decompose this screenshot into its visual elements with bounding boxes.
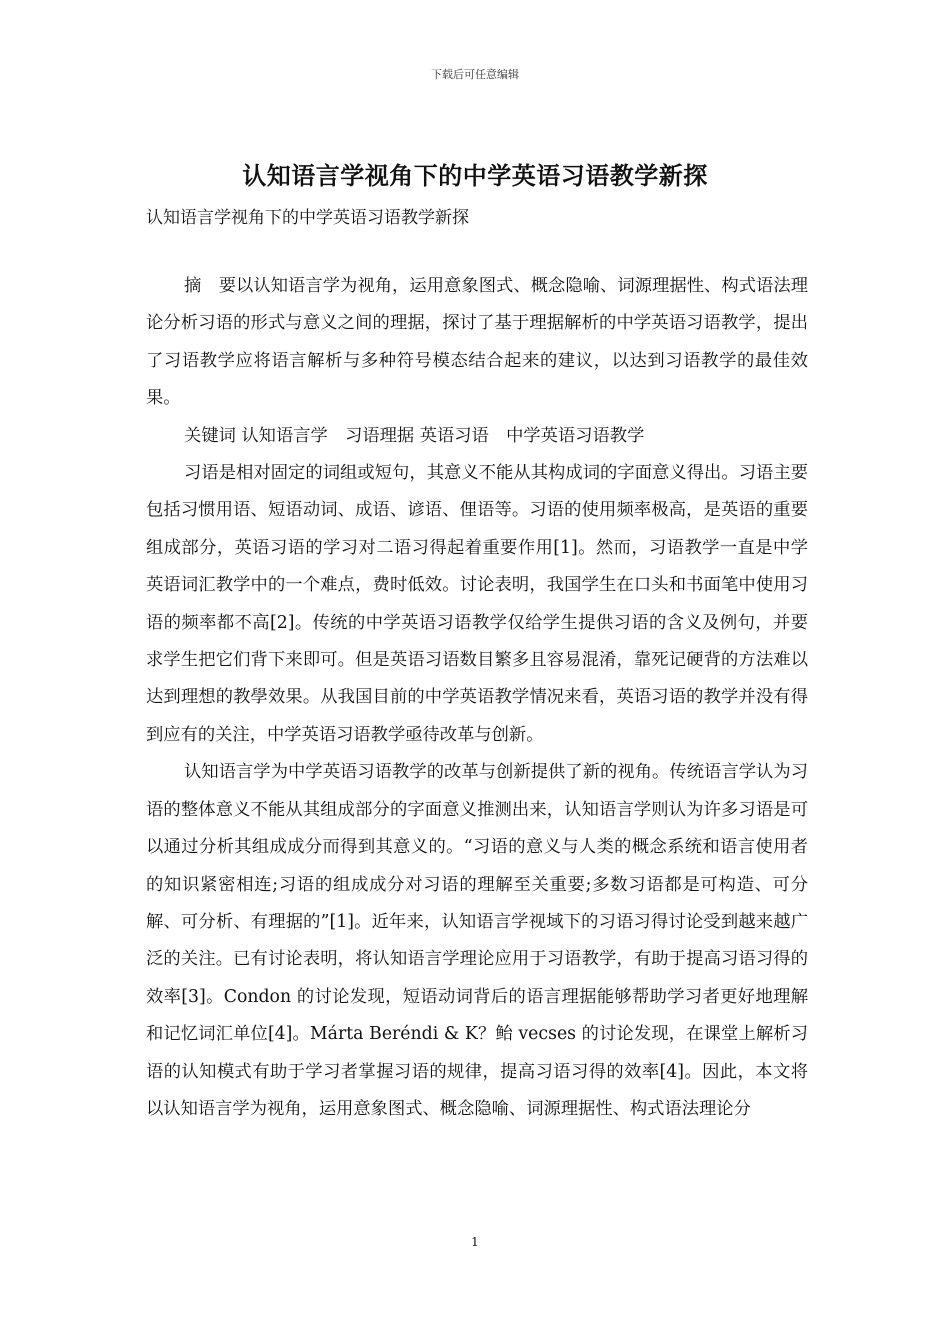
body-paragraph: 认知语言学为中学英语习语教学的改革与创新提供了新的视角。传统语言学认为习语的整体意义不能从其组成部分的字面意义推测出来，认知语言学则认为许多习语是可以通过分析其组成成分而得到其意义的。“习语的意义与人类的概念系统和语言使用者的知识紧密相连;习语的组成成分对习语的理解至关重要;多数习语都是可构造、可分解、可分析、有理据的”[1]。近年来，认知语言学视域下的习语习得讨论受到越来越广泛的关注。已有讨论表明，将认知语言学理论应用于习语教学，有助于提高习语习得的效率[3]。Condon 的讨论发现，短语动词背后的语言理据能够帮助学习者更好地理解和记忆词汇单位[4]。Márta Beréndi & K？鲐 vecses 的讨论发现，在课堂上解析习语的认知模式有助于学习者掌握习语的规律，提高习语习得的效率[4]。因此，本文将以认知语言学为视角，运用意象图式、概念隐喻、词源理据性、构式语法理论分 [146,762,808,1119]
abstract-paragraph: 摘 要以认知语言学为视角，运用意象图式、概念隐喻、词源理据性、构式语法理论分析习语的形式与意义之间的理据，探讨了基于理据解析的中学英语习语教学，提出了习语教学应将语言解析与多种符号模态结合起来的建议，以达到习语教学的最佳效果。 [146,276,808,409]
keywords-line: 关键词 认知语言学 习语理据 英语习语 中学英语习语教学 [184,425,645,446]
document-body [146,268,808,1128]
document-title: 认知语言学视角下的中学英语习语教学新探 [242,161,708,190]
body-paragraph: 习语是相对固定的词组或短句，其意义不能从其构成词的字面意义得出。习语主要包括习惯用语、短语动词、成语、谚语、俚语等。习语的使用频率极高，是英语的重要组成部分，英语习语的学习对二语习得起着重要作用[1]。然而，习语教学一直是中学英语词汇教学中的一个难点，费时低效。讨论表明，我国学生在口头和书面笔中使用习语的频率都不高[2]。传统的中学英语习语教学仅给学生提供习语的含义及例句，并要求学生把它们背下来即可。但是英语习语数目繁多且容易混淆，靠死记硬背的方法难以达到理想的教學效果。从我国目前的中学英语教学情况来看，英语习语的教学并没有得到应有的关注，中学英语习语教学亟待改革与创新。 [146,463,808,745]
header-note: 下载后可任意编辑 [431,68,519,81]
page-number: 1 [471,1235,479,1249]
document-subtitle: 认知语言学视角下的中学英语习语教学新探 [146,208,469,228]
